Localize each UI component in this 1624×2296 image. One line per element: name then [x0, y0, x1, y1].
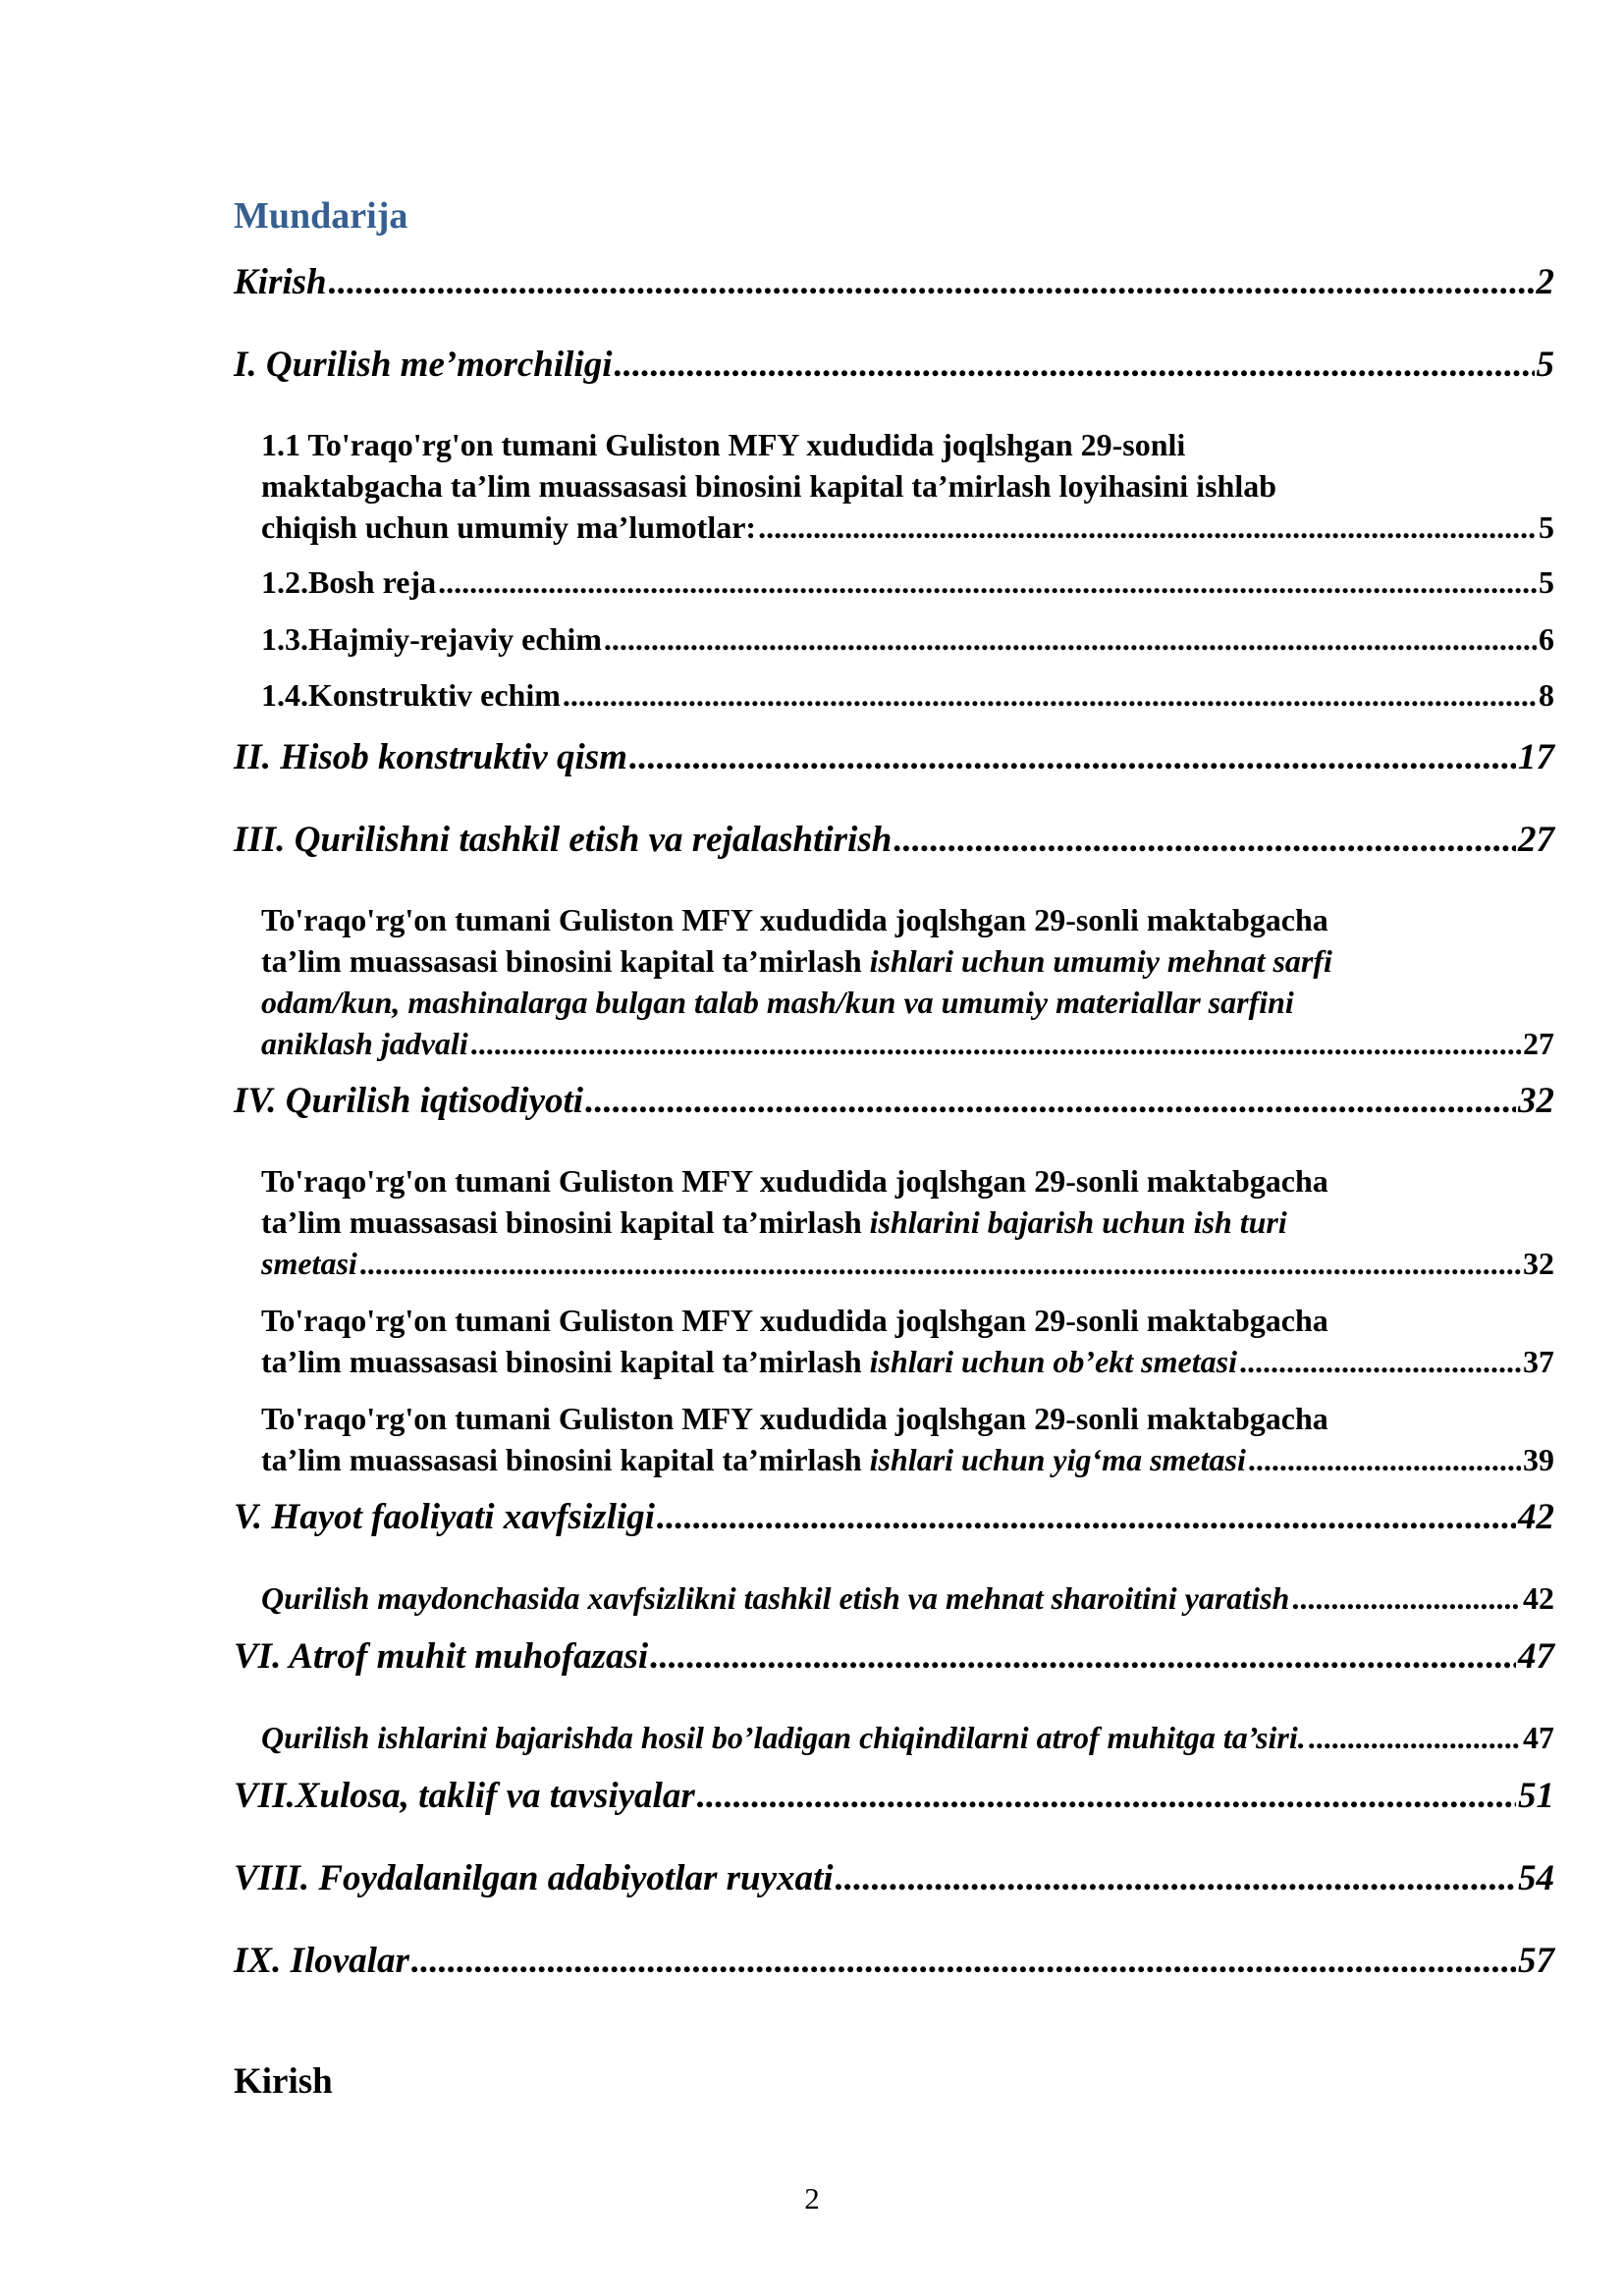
toc-entry-line: odam/kun, mashinalarga bulgan talab mash/kun va umumiy materiallar sarfini: [261, 985, 1294, 1020]
toc-entry-chiqindilar[interactable]: [234, 1720, 1554, 1756]
toc-page-number: 27: [1518, 820, 1554, 860]
toc-entry-text: Kirish: [234, 262, 327, 302]
toc-page-number: 2: [1536, 262, 1554, 302]
toc-entry-text: I. Qurilish me’morchiligi: [234, 345, 613, 385]
toc-page-number: 42: [1523, 1580, 1554, 1616]
toc-page-number: 37: [1523, 1344, 1554, 1379]
toc-entry-qurilishni-tashkil[interactable]: [234, 819, 1554, 861]
toc-entry-text: VII.Xulosa, taklif va tavsiyalar: [234, 1776, 695, 1816]
toc-entry-text: II. Hisob konstruktiv qism: [234, 737, 627, 777]
toc-entry-text: VI. Atrof muhit muhofazasi: [234, 1636, 649, 1677]
toc-entry-xulosa[interactable]: [234, 1775, 1554, 1817]
toc-entry-text: IX. Ilovalar: [234, 1941, 409, 1981]
toc-leader-dots: [697, 1775, 1516, 1817]
toc-title: Mundarija: [234, 195, 408, 237]
toc-leader-dots: [470, 1023, 1521, 1064]
toc-entry-text: ta’lim muassasasi binosini kapital ta’mirlash ishlari uchun ob’ekt smetasi: [261, 1344, 1237, 1379]
toc-leader-dots: [585, 1080, 1516, 1122]
toc-entry-text: Qurilish ishlarini bajarishda hosil bo’ladigan chiqindilarni atrof muhitga ta’siri.: [261, 1720, 1306, 1755]
toc-entry-text: ta’lim muassasasi binosini kapital ta’mirlash ishlari uchun yig‘ma smetasi: [261, 1442, 1246, 1477]
toc-entry-text: aniklash jadvali: [261, 1026, 468, 1061]
toc-leader-dots: [329, 261, 1535, 303]
toc-entry-qurilish-memorchiligi[interactable]: [234, 344, 1554, 386]
toc-leader-dots: [836, 1857, 1516, 1899]
toc-leader-dots: [604, 621, 1537, 658]
toc-entry-line: To'raqo'rg'on tumani Guliston MFY xududida joqlshgan 29-sonli maktabgacha: [261, 1163, 1328, 1199]
toc-leader-dots: [411, 1940, 1516, 1982]
toc-leader-dots: [614, 344, 1534, 386]
toc-entry-qurilish-iqtisodiyoti[interactable]: [234, 1080, 1554, 1122]
toc-entry-line: To'raqo'rg'on tumani Guliston MFY xududida joqlshgan 29-sonli maktabgacha: [261, 1401, 1328, 1436]
toc-entry-text: 1.2.Bosh reja: [261, 564, 437, 600]
toc-entry-line: To'raqo'rg'on tumani Guliston MFY xududida joqlshgan 29-sonli maktabgacha: [261, 902, 1328, 937]
toc-leader-dots: [1239, 1341, 1521, 1382]
toc-entry-atrof-muhit[interactable]: [234, 1635, 1554, 1678]
toc-leader-dots: [563, 677, 1537, 714]
toc-leader-dots: [438, 564, 1537, 601]
toc-page-number: 47: [1523, 1720, 1554, 1755]
toc-entry-yigma-smetasi[interactable]: [234, 1398, 1554, 1480]
toc-page-number: 27: [1523, 1026, 1554, 1061]
toc-entry-adabiyotlar[interactable]: [234, 1857, 1554, 1899]
toc-entry-text: III. Qurilishni tashkil etish va rejalashtirish: [234, 820, 893, 860]
toc-entry-text: V. Hayot faoliyati xavfsizligi: [234, 1497, 655, 1537]
toc-entry-1-2[interactable]: [234, 564, 1554, 601]
toc-entry-1-4[interactable]: [234, 677, 1554, 714]
toc-leader-dots: [657, 1496, 1516, 1538]
toc-entry-text: chiqish uchun umumiy ma’lumotlar:: [261, 509, 757, 545]
toc-entry-text: 1.4.Konstruktiv echim: [261, 677, 561, 713]
toc-leader-dots: [629, 736, 1516, 778]
toc-entry-line: ta’lim muassasasi binosini kapital ta’mirlash ishlari uchun umumiy mehnat sarfi: [261, 943, 1332, 979]
toc-entry-text: smetasi: [261, 1246, 357, 1281]
section-heading-kirish: Kirish: [234, 2061, 333, 2102]
toc-entry-line: ta’lim muassasasi binosini kapital ta’mirlash ishlarini bajarish uchun ish turi: [261, 1204, 1287, 1240]
toc-entry-hayot-faoliyati[interactable]: [234, 1496, 1554, 1538]
toc-leader-dots: [1291, 1580, 1521, 1617]
toc-entry-line: maktabgacha ta’lim muassasasi binosini kapital ta’mirlash loyihasini ishlab: [261, 468, 1276, 504]
toc-entry-1-3[interactable]: [234, 621, 1554, 658]
toc-entry-ilovalar[interactable]: [234, 1940, 1554, 1982]
toc-page-number: 42: [1518, 1497, 1554, 1537]
toc-leader-dots: [1308, 1720, 1521, 1756]
toc-page-number: 5: [1539, 564, 1554, 600]
toc-leader-dots: [359, 1243, 1521, 1284]
toc-leader-dots: [1248, 1439, 1521, 1480]
toc-page-number: 57: [1518, 1941, 1554, 1981]
toc-entry-kirish[interactable]: [234, 261, 1554, 303]
toc-entry-1-1[interactable]: [234, 424, 1554, 548]
toc-page-number: 5: [1539, 509, 1554, 545]
toc-entry-text: VIII. Foydalanilgan adabiyotlar ruyxati: [234, 1858, 834, 1898]
toc-entry-hisob-konstruktiv[interactable]: [234, 736, 1554, 778]
toc-entry-mehnat-sarfi-jadvali[interactable]: [234, 899, 1554, 1064]
toc-entry-text: 1.3.Hajmiy-rejaviy echim: [261, 621, 602, 657]
toc-entry-obekt-smetasi[interactable]: [234, 1300, 1554, 1382]
toc-entry-line: 1.1 To'raqo'rg'on tumani Guliston MFY xududida joqlshgan 29-sonli: [261, 427, 1186, 462]
toc-leader-dots: [758, 507, 1537, 548]
toc-page-number: 32: [1518, 1081, 1554, 1121]
toc-page-number: 17: [1518, 737, 1554, 777]
toc-page-number: 54: [1518, 1858, 1554, 1898]
toc-entry-text: Qurilish maydonchasida xavfsizlikni tashkil etish va mehnat sharoitini yaratish: [261, 1580, 1290, 1616]
toc-leader-dots: [893, 819, 1516, 861]
toc-page-number: 32: [1523, 1246, 1554, 1281]
toc-entry-line: To'raqo'rg'on tumani Guliston MFY xududida joqlshgan 29-sonli maktabgacha: [261, 1303, 1328, 1338]
toc-leader-dots: [650, 1635, 1516, 1678]
toc-page-number: 51: [1518, 1776, 1554, 1816]
toc-page-number: 8: [1539, 677, 1554, 713]
toc-entry-text: IV. Qurilish iqtisodiyoti: [234, 1081, 584, 1121]
toc-entry-maydoncha-xavfsizlik[interactable]: [234, 1580, 1554, 1617]
toc-entry-ish-turi-smetasi[interactable]: [234, 1160, 1554, 1284]
toc-page-number: 47: [1518, 1636, 1554, 1677]
toc-page-number: 39: [1523, 1442, 1554, 1477]
page-number: 2: [804, 2181, 820, 2216]
toc-page-number: 5: [1536, 345, 1554, 385]
toc-page-number: 6: [1539, 621, 1554, 657]
